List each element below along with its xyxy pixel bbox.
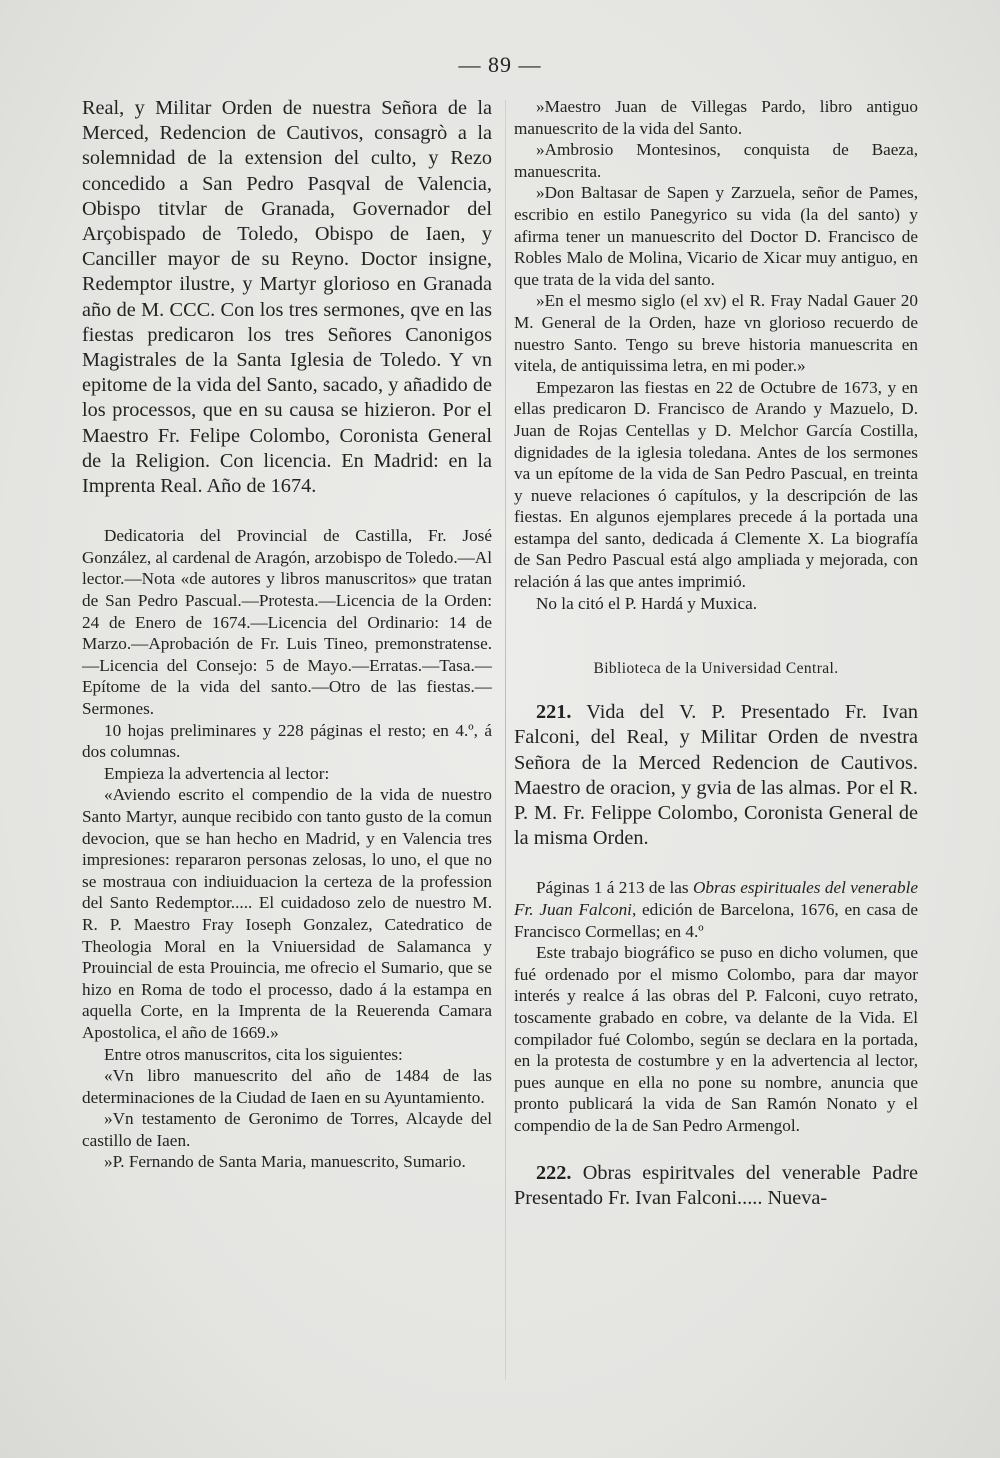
entry-221-pages	[514, 877, 918, 942]
left-column	[82, 96, 492, 1173]
entry-220-quote: «Aviendo escrito el compendio de la vida de nuestro Santo Martyr, aunque recibido con tanto gusto de la comun devocion, que se han hecho en Madrid, y en Valencia tres impresiones: repararon personas zelosas, lo uno, el que no se mostraua con indiuiduacion la certeza de la profession del Santo Redemptor..... El cuidadoso zelo de nuestro M. R. P. Maestro Fray Ioseph Gonzalez, Catedratico de Theologia Moral en la Vniuersidad de Salamanca y Prouincial de esta Prouincia, me ofrecio el Sumario, que se hizo en Roma de todo el processo, dado á la estampa en aquella Corte, en la Imprenta de la Reuerenda Camara Apostolica, el año de 1669.»	[82, 785, 492, 1042]
entry-220-manuscripts-intro: Entre otros manuscritos, cita los siguientes:	[104, 1044, 403, 1064]
entry-220-advert-intro: Empieza la advertencia al lector:	[104, 763, 330, 783]
manuscript-item: «Vn libro manuescrito del año de 1484 de las determinaciones de la Ciudad de Iaen en su Ayuntamiento.	[82, 1066, 492, 1107]
entry-number: 221.	[536, 701, 572, 724]
italic-book-title: Obras espirituales del venerable Fr. Juan Falconi	[514, 878, 918, 920]
entry-title-text: Obras espiritvales del venerable Padre Presentado Fr. Ivan Falconi..... Nueva-	[514, 1161, 918, 1209]
entry-220-title: Real, y Militar Orden de nuestra Señora de la Merced, Redencion de Cautivos, consagrò a la solemnidad de la extension del culto, y Rezo concedido a San Pedro Pasqval de Valencia, Obispo titvlar de Granada, Governador del Arçobispado de Toledo, Obispo de Iaen, y Canciller mayor de su Reyno. Doctor insigne, Redemptor ilustre, y Martyr glorioso en Granada año de M. CCC. Con los tres sermones, qve en las fiestas predicaron los tres Señores Canonigos Magistrales de la Santa Iglesia de Toledo. Y vn epitome de la vida del Santo, sacado, y añadido de los processos, que en su causa se hizieron. Por el Maestro Fr. Felipe Colombo, Coronista General de la Religion. Con licencia. En Madrid: en la Imprenta Real. Año de 1674.	[82, 97, 492, 498]
manuscript-item: »Vn testamento de Geronimo de Torres, Alcayde del castillo de Iaen.	[82, 1109, 492, 1150]
column-divider	[505, 100, 506, 1380]
entry-220-harda-note: No la citó el P. Hardá y Muxica.	[536, 593, 757, 613]
entry-222-title	[514, 1161, 918, 1211]
manuscript-item: »P. Fernando de Santa Maria, manuescrito, Sumario.	[104, 1152, 466, 1172]
entry-221-note: Este trabajo biográfico se puso en dicho volumen, que fué ordenado por el mismo Colombo, para dar mayor interés y realce á las obras del P. Falconi, cuyo retrato, toscamente grabado en cobre, va delante de la Vida. El compilador fué Colombo, según se declara en la portada, en la protesta de costumbre y en la advertencia al lector, pues aunque en ella no pone su nombre, anuncia que pronto publicará la vida de San Ramón Nonato y el compendio de la de San Pedro Armengol.	[514, 943, 918, 1135]
manuscript-item: »Ambrosio Montesinos, conquista de Baeza, manuescrita.	[514, 140, 918, 181]
entry-220-pages: 10 hojas preliminares y 228 páginas el resto; en 4.º, á dos columnas.	[82, 720, 492, 762]
manuscript-item: »Maestro Juan de Villegas Pardo, libro antiguo manuescrito de la vida del Santo.	[514, 97, 918, 138]
pages-text: Páginas 1 á 213 de las	[536, 878, 693, 898]
library-location: Biblioteca de la Universidad Central.	[593, 660, 839, 678]
page-number: — 89 —	[458, 52, 542, 77]
entry-220-contents: Dedicatoria del Provincial de Castilla, Fr. José González, al cardenal de Aragón, arzobispo de Toledo.—Al lector.—Nota «de autores y libros manuscritos» que tratan de San Pedro Pascual.—Protesta.—Licencia de la Orden: 24 de Enero de 1674.—Licencia del Ordinario: 14 de Marzo.—Aprobación de Fr. Luis Tineo, premonstratense.—Licencia del Consejo: 5 de Mayo.—Erratas.—Tasa.—Epítome de la vida del santo.—Otro de las fiestas.—Sermones.	[82, 526, 492, 718]
right-column	[514, 96, 918, 1211]
entry-220-fiestas: Empezaron las fiestas en 22 de Octubre de 1673, y en ellas predicaron D. Francisco de Arando y Mazuelo, D. Juan de Rojas Centellas y D. Melchor García Costilla, dignidades de la iglesia toledana. Antes de los sermones va un epítome de la vida de San Pedro Pascual, en treinta y nueve relaciones ó capítulos, y la descripción de las fiestas. En algunos ejemplares precede á la portada una estampa del santo, dedicada á Clemente X. La biografía de San Pedro Pascual está algo ampliada y mejorada, con relación á las que antes imprimió.	[514, 377, 918, 592]
manuscript-item: »Don Baltasar de Sapen y Zarzuela, señor de Pames, escribio en estilo Panegyrico su vida (la del santo) y afirma tener un manuescrito del Doctor D. Francisco de Robles Malo de Molina, Vicario de Xicar muy antiguo, en que trata de la vida del santo.	[514, 183, 918, 289]
entry-title-text: Vida del V. P. Presentado Fr. Ivan Falconi, del Real, y Militar Orden de nvestra Señora de la Merced Redencion de Cautivos. Maestro de oracion, y gvia de las almas. Por el R. P. M. Fr. Felippe Colombo, Coronista General de la misma Orden.	[514, 701, 918, 850]
manuscript-item: »En el mesmo siglo (el xv) el R. Fray Nadal Gauer 20 M. General de la Orden, haze vn glorioso recuerdo de nuestro Santo. Tengo su breve historia manuescrita en vitela, de antiquissima letra, en mi poder.»	[514, 291, 918, 376]
entry-221-title	[514, 700, 918, 851]
entry-number: 222.	[536, 1161, 572, 1184]
pages-text: , edición de Barcelona, 1676, en casa de Francisco Cormellas; en 4.º	[514, 900, 919, 941]
